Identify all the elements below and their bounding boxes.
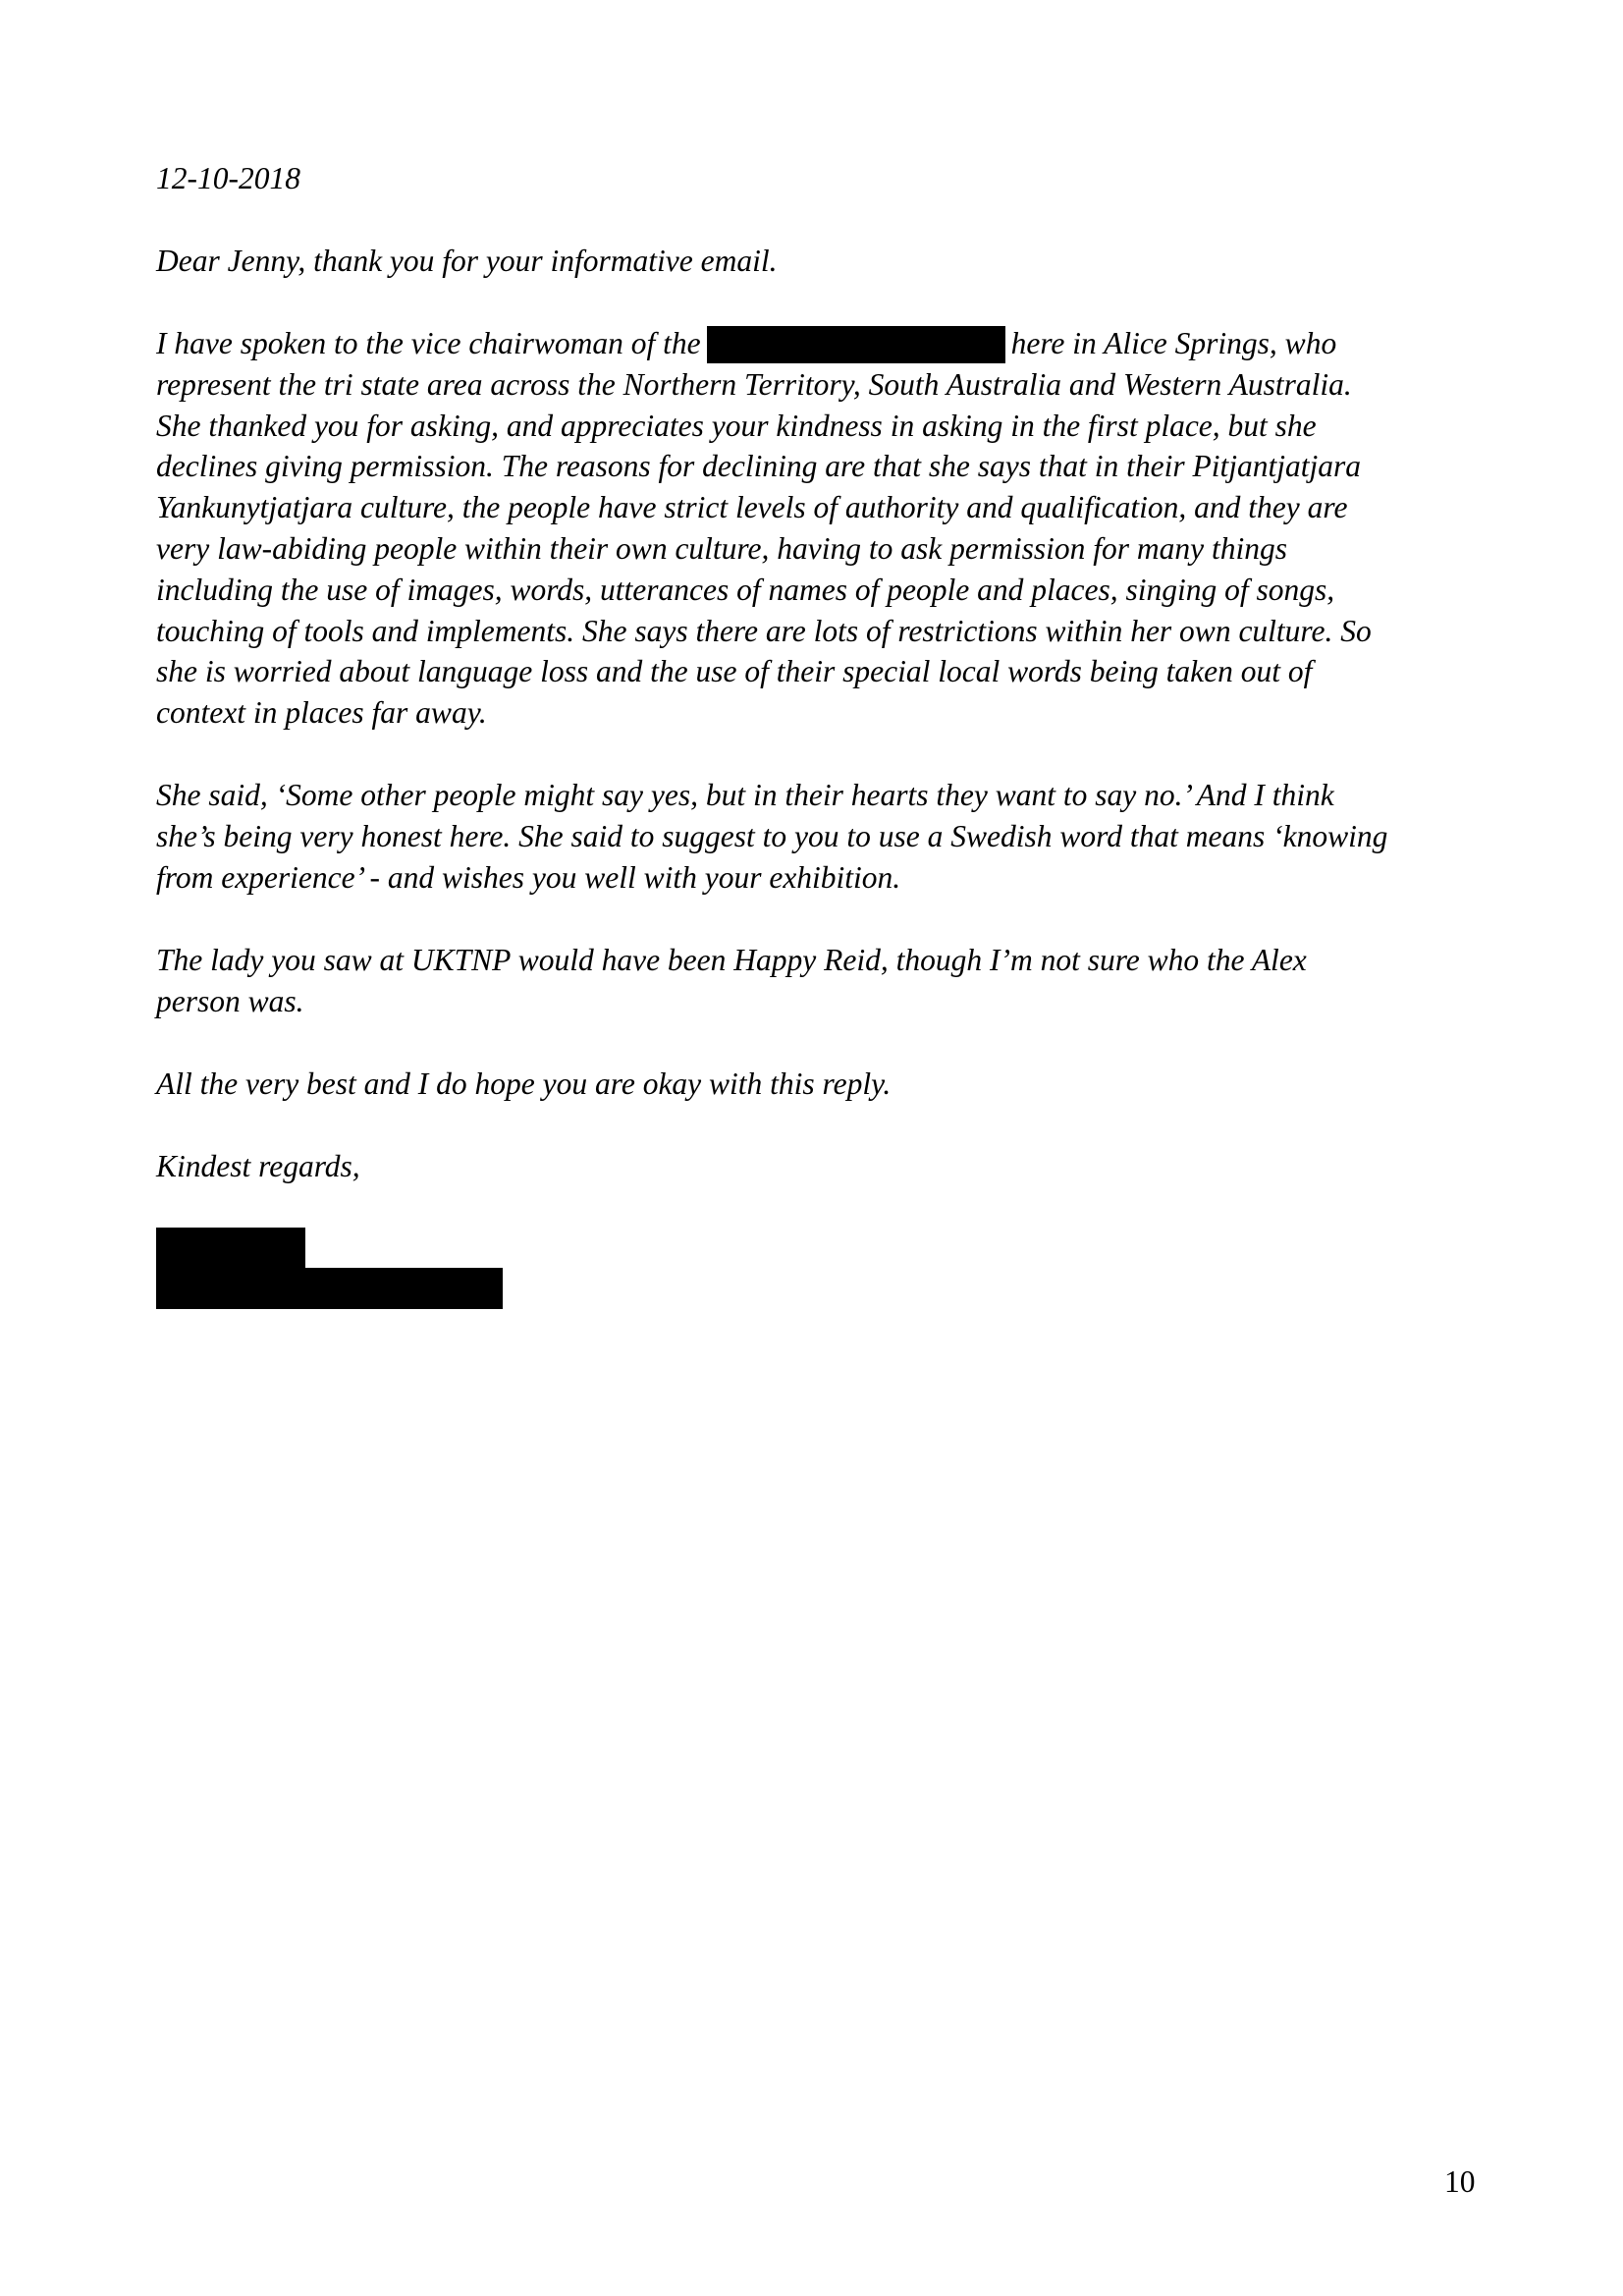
paragraph-line: She said, ‘Some other people might say yes, but in their hearts they want to say no.’ And I think — [156, 778, 1334, 812]
paragraph-line: context in places far away. — [156, 695, 487, 731]
line-text-before-redaction: I have spoken to the vice chairwoman of the — [156, 326, 701, 360]
paragraph-line: from experience’ - and wishes you well with your exhibition. — [156, 859, 901, 895]
redacted-organisation-name — [707, 326, 1005, 363]
paragraph-line: Yankunytjatjara culture, the people have strict levels of authority and qualification, and they are — [156, 490, 1348, 525]
paragraph-line: The lady you saw at UKTNP would have been Happy Reid, though I’m not sure who the Alex — [156, 943, 1307, 977]
line-text-after-redaction: here in Alice Springs, who — [1010, 326, 1337, 360]
paragraph-best-wishes: All the very best and I do hope you are okay with this reply. — [156, 1066, 892, 1101]
paragraph-organisation-response — [156, 323, 1482, 734]
paragraph-line: very law-abiding people within their own culture, having to ask permission for many things — [156, 530, 1287, 566]
letter-date: 12-10-2018 — [156, 161, 300, 195]
paragraph-line: touching of tools and implements. She says there are lots of restrictions within her own culture. So — [156, 613, 1372, 648]
paragraph-line: she is worried about language loss and the use of their special local words being taken out of — [156, 654, 1313, 689]
paragraph-line: represent the tri state area across the Northern Territory, South Australia and Western Australia. — [156, 366, 1352, 402]
paragraph-line — [156, 323, 1482, 364]
letter-closing: Kindest regards, — [156, 1149, 360, 1183]
paragraph-line: including the use of images, words, utterances of names of people and places, singing of songs, — [156, 572, 1335, 607]
paragraph-line: person was. — [156, 983, 304, 1018]
redacted-signature-name — [156, 1228, 305, 1269]
paragraph-uktnp — [156, 940, 1482, 1022]
paragraph-line: she’s being very honest here. She said to suggest to you to use a Swedish word that means ‘knowing — [156, 818, 1388, 853]
page-number: 10 — [1444, 2164, 1476, 2199]
paragraph-quote — [156, 775, 1482, 898]
redacted-signature-title — [156, 1268, 503, 1309]
letter-greeting: Dear Jenny, thank you for your informative email. — [156, 244, 778, 278]
paragraph-line: declines giving permission. The reasons for declining are that she says that in their Pitjantjatjara — [156, 449, 1361, 484]
paragraph-line: She thanked you for asking, and appreciates your kindness in asking in the first place, but she — [156, 408, 1317, 443]
